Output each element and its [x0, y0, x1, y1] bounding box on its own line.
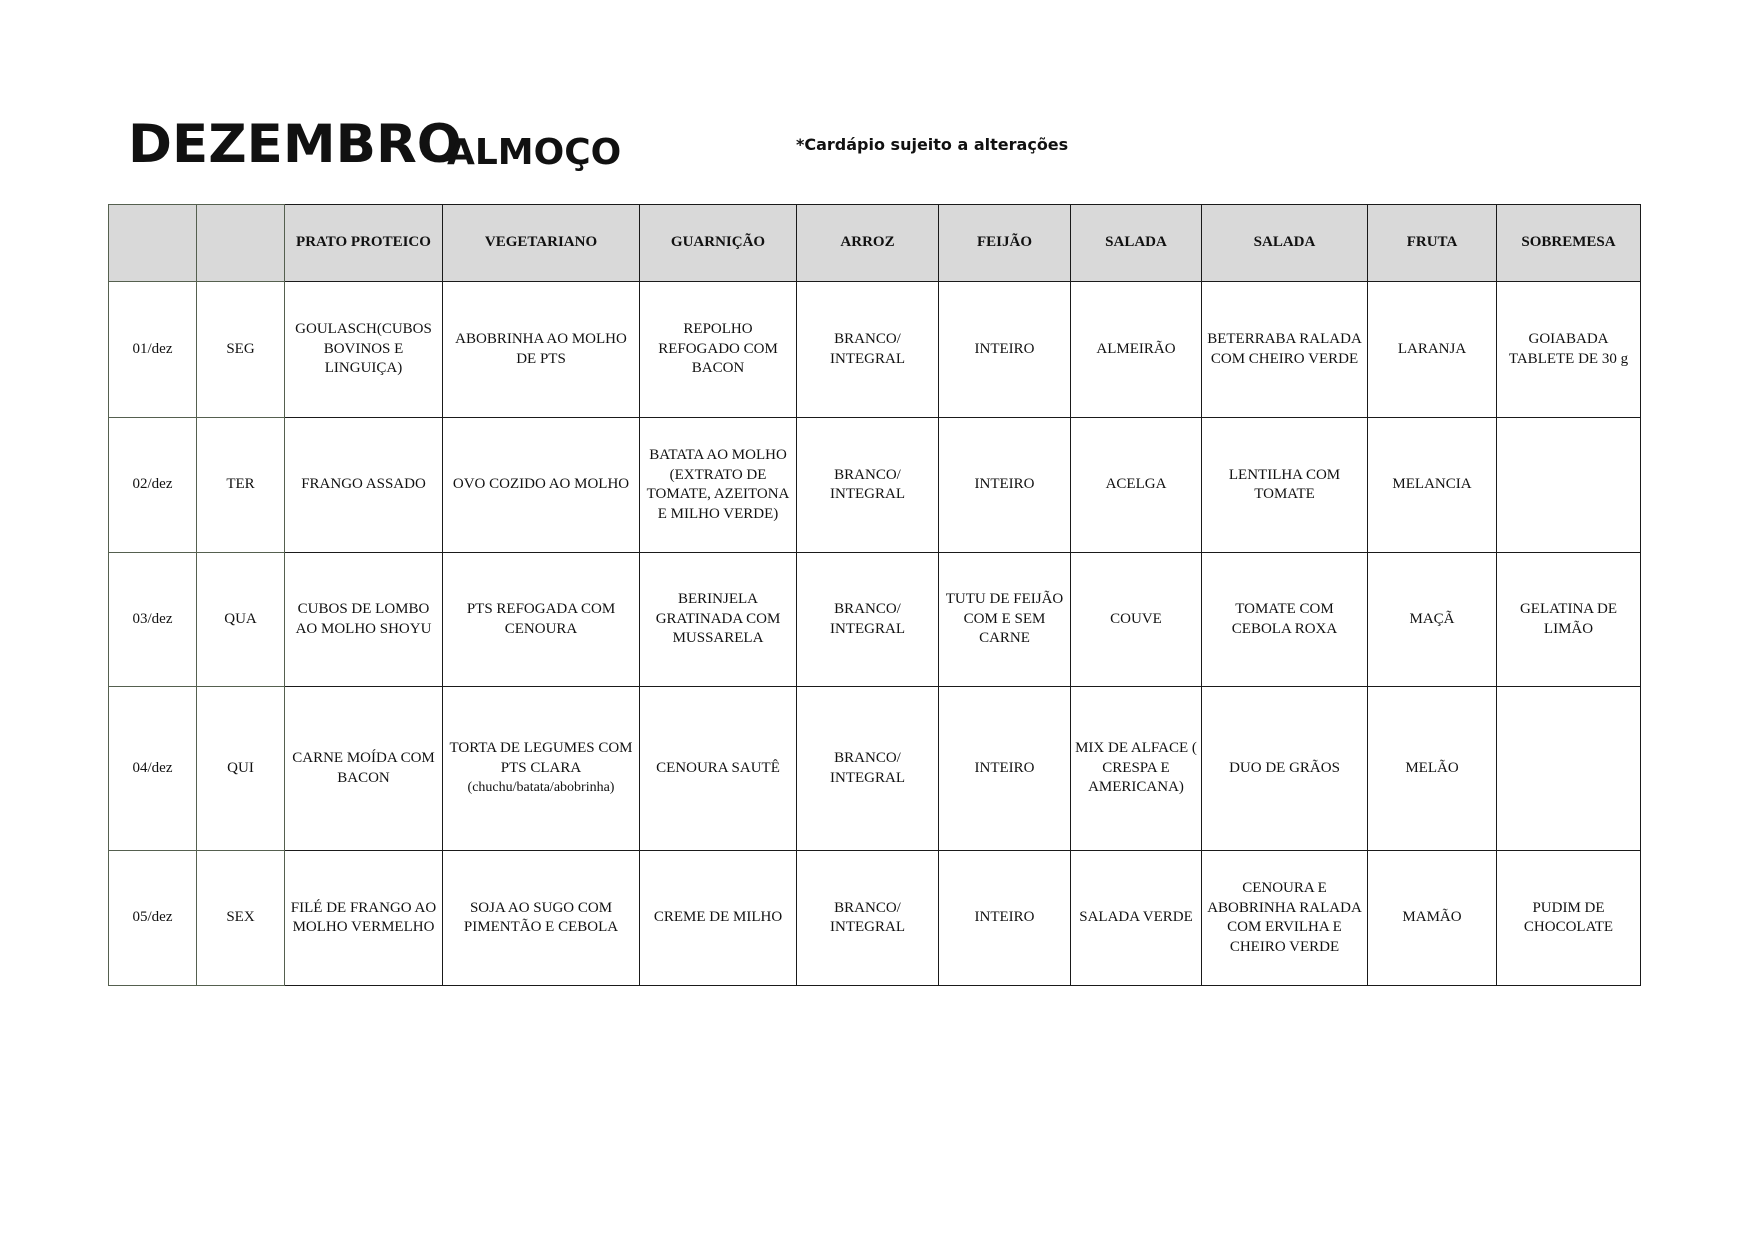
cell-feijao: TUTU DE FEIJÃO COM E SEM CARNE	[939, 553, 1071, 687]
cell-fruta: LARANJA	[1368, 282, 1497, 418]
cell-prato-proteico: GOULASCH(CUBOS BOVINOS E LINGUIÇA)	[285, 282, 443, 418]
table-row	[109, 687, 1641, 851]
cell-arroz: BRANCO/ INTEGRAL	[797, 687, 939, 851]
cell-salada-1: MIX DE ALFACE ( CRESPA E AMERICANA)	[1071, 687, 1202, 851]
column-header-salada-2: SALADA	[1202, 205, 1368, 282]
cell-feijao: INTEIRO	[939, 687, 1071, 851]
cell-feijao: INTEIRO	[939, 282, 1071, 418]
cell-guarnicao: BERINJELA GRATINADA COM MUSSARELA	[640, 553, 797, 687]
cell-guarnicao: CREME DE MILHO	[640, 851, 797, 986]
table-row	[109, 553, 1641, 687]
cell-prato-proteico: CARNE MOÍDA COM BACON	[285, 687, 443, 851]
cell-salada-1: SALADA VERDE	[1071, 851, 1202, 986]
page-title: DEZEMBRO	[128, 114, 462, 175]
cell-guarnicao: BATATA AO MOLHO (EXTRATO DE TOMATE, AZEITONA E MILHO VERDE)	[640, 418, 797, 553]
cell-date: 03/dez	[109, 553, 197, 687]
cell-feijao: INTEIRO	[939, 851, 1071, 986]
cell-date: 01/dez	[109, 282, 197, 418]
cell-salada-1: ALMEIRÃO	[1071, 282, 1202, 418]
column-header-guarnicao: GUARNIÇÃO	[640, 205, 797, 282]
cell-salada-1: COUVE	[1071, 553, 1202, 687]
cell-vegetariano: SOJA AO SUGO COM PIMENTÃO E CEBOLA	[443, 851, 640, 986]
cell-sobremesa	[1497, 418, 1641, 553]
cell-day: SEX	[197, 851, 285, 986]
meal-subtitle: ALMOÇO	[447, 132, 622, 173]
cell-feijao: INTEIRO	[939, 418, 1071, 553]
cell-guarnicao: REPOLHO REFOGADO COM BACON	[640, 282, 797, 418]
cell-arroz: BRANCO/ INTEGRAL	[797, 553, 939, 687]
column-header-sobremesa: SOBREMESA	[1497, 205, 1641, 282]
cell-sobremesa	[1497, 687, 1641, 851]
column-header-day	[197, 205, 285, 282]
cell-vegetariano: OVO COZIDO AO MOLHO	[443, 418, 640, 553]
cell-arroz: BRANCO/ INTEGRAL	[797, 851, 939, 986]
cell-prato-proteico: FRANGO ASSADO	[285, 418, 443, 553]
cell-salada-2: LENTILHA COM TOMATE	[1202, 418, 1368, 553]
cell-guarnicao: CENOURA SAUTÊ	[640, 687, 797, 851]
column-header-fruta: FRUTA	[1368, 205, 1497, 282]
cell-prato-proteico: FILÉ DE FRANGO AO MOLHO VERMELHO	[285, 851, 443, 986]
cell-salada-2: BETERRABA RALADA COM CHEIRO VERDE	[1202, 282, 1368, 418]
cell-salada-1: ACELGA	[1071, 418, 1202, 553]
cell-sobremesa: PUDIM DE CHOCOLATE	[1497, 851, 1641, 986]
column-header-prato-proteico: PRATO PROTEICO	[285, 205, 443, 282]
cell-date: 05/dez	[109, 851, 197, 986]
table-header-row	[109, 205, 1641, 282]
cell-fruta: MAÇÃ	[1368, 553, 1497, 687]
cell-arroz: BRANCO/ INTEGRAL	[797, 282, 939, 418]
cell-fruta: MELÃO	[1368, 687, 1497, 851]
menu-table	[108, 204, 1641, 986]
table-row	[109, 418, 1641, 553]
cell-sobremesa: GELATINA DE LIMÃO	[1497, 553, 1641, 687]
cell-day: TER	[197, 418, 285, 553]
column-header-salada-1: SALADA	[1071, 205, 1202, 282]
menu-note: *Cardápio sujeito a alterações	[796, 135, 1069, 154]
column-header-vegetariano: VEGETARIANO	[443, 205, 640, 282]
cell-salada-2: DUO DE GRÃOS	[1202, 687, 1368, 851]
cell-date: 04/dez	[109, 687, 197, 851]
cell-vegetariano-detail: (chuchu/batata/abobrinha)	[467, 780, 615, 796]
cell-day: SEG	[197, 282, 285, 418]
cell-day: QUI	[197, 687, 285, 851]
table-row	[109, 851, 1641, 986]
cell-prato-proteico: CUBOS DE LOMBO AO MOLHO SHOYU	[285, 553, 443, 687]
column-header-arroz: ARROZ	[797, 205, 939, 282]
cell-fruta: MELANCIA	[1368, 418, 1497, 553]
cell-date: 02/dez	[109, 418, 197, 553]
cell-salada-2: TOMATE COM CEBOLA ROXA	[1202, 553, 1368, 687]
cell-vegetariano: PTS REFOGADA COM CENOURA	[443, 553, 640, 687]
cell-arroz: BRANCO/ INTEGRAL	[797, 418, 939, 553]
cell-vegetariano: ABOBRINHA AO MOLHO DE PTS	[443, 282, 640, 418]
cell-vegetariano-main: TORTA DE LEGUMES COM PTS CLARA	[449, 740, 633, 776]
cell-vegetariano	[443, 687, 640, 851]
table-row	[109, 282, 1641, 418]
column-header-date	[109, 205, 197, 282]
column-header-feijao: FEIJÃO	[939, 205, 1071, 282]
cell-day: QUA	[197, 553, 285, 687]
cell-fruta: MAMÃO	[1368, 851, 1497, 986]
cell-sobremesa: GOIABADA TABLETE DE 30 g	[1497, 282, 1641, 418]
cell-salada-2: CENOURA E ABOBRINHA RALADA COM ERVILHA E CHEIRO VERDE	[1202, 851, 1368, 986]
